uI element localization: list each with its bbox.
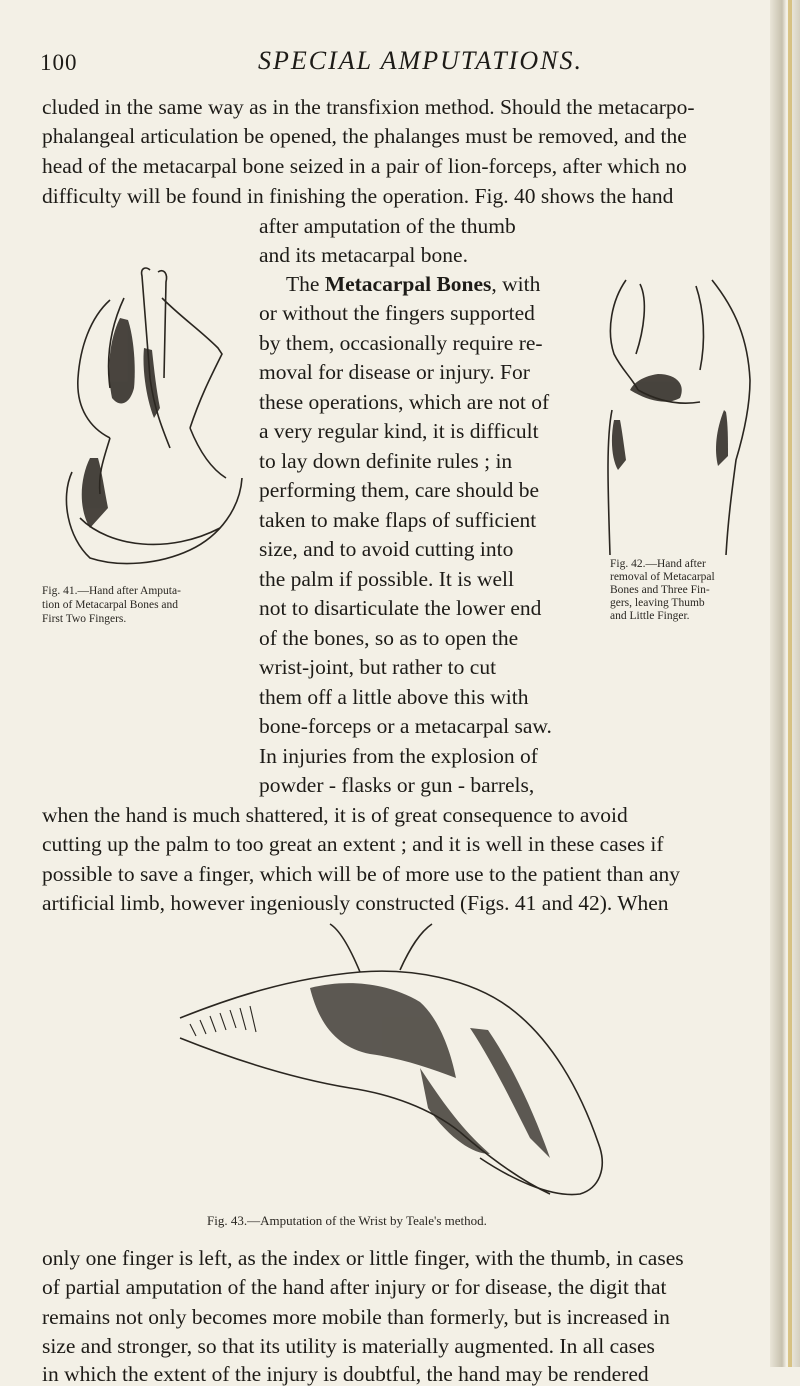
text-line: taken to make flaps of sufficient	[259, 508, 537, 532]
running-head: SPECIAL AMPUTATIONS.	[258, 46, 584, 75]
text-line: to lay down definite rules ; in	[259, 449, 513, 473]
text-line: them off a little above this with	[259, 685, 529, 709]
text-line: when the hand is much shattered, it is of great consequence to avoid	[42, 803, 628, 827]
fig41-caption-line: tion of Metacarpal Bones and	[42, 599, 179, 611]
text-line: only one finger is left, as the index or little finger, with the thumb, in cases	[42, 1246, 684, 1270]
paragraph-lead-line: The Metacarpal Bones, with	[286, 272, 541, 296]
text-line: bone-forceps or a metacarpal saw.	[259, 714, 552, 738]
text-line: phalangeal articulation be opened, the phalanges must be removed, and the	[42, 124, 687, 148]
text-line: moval for disease or injury. For	[259, 360, 530, 384]
text-line: or without the fingers supported	[259, 301, 535, 325]
text-line: not to disarticulate the lower end	[259, 596, 542, 620]
text-line: a very regular kind, it is difficult	[259, 419, 539, 443]
text-line: remains not only becomes more mobile than formerly, but is increased in	[42, 1305, 670, 1329]
text-line: in which the extent of the injury is doubtful, the hand may be rendered	[42, 1362, 649, 1386]
fig42-caption-line: gers, leaving Thumb	[610, 597, 705, 609]
fig41-caption-line: First Two Fingers.	[42, 613, 127, 625]
text-line: of partial amputation of the hand after injury or for disease, the digit that	[42, 1275, 667, 1299]
text-line: the palm if possible. It is well	[259, 567, 514, 591]
fig42-caption-line: Fig. 42.—Hand after	[610, 558, 706, 570]
text-line: powder - flasks or gun - barrels,	[259, 773, 535, 797]
page-number: 100	[40, 50, 78, 75]
text-line: by them, occasionally require re-	[259, 331, 543, 355]
text-line: size and stronger, so that its utility is materially augmented. In all cases	[42, 1334, 655, 1358]
text-line: head of the metacarpal bone seized in a pair of lion-forceps, after which no	[42, 154, 687, 178]
text-line: performing them, care should be	[259, 478, 540, 502]
text-line: In injuries from the explosion of	[259, 744, 538, 768]
fig42-caption-line: and Little Finger.	[610, 610, 690, 622]
fig42-caption-line: removal of Metacarpal	[610, 571, 715, 583]
text-line: these operations, which are not of	[259, 390, 550, 414]
fig43-caption: Fig. 43.—Amputation of the Wrist by Teale's method.	[207, 1213, 487, 1228]
page-edge	[770, 0, 800, 1367]
text-line: size, and to avoid cutting into	[259, 537, 514, 561]
metacarpal-bones-heading: Metacarpal Bones	[324, 272, 492, 296]
text-line: after amputation of the thumb	[259, 214, 516, 238]
text-line: of the bones, so as to open the	[259, 626, 519, 650]
text-line: cutting up the palm to too great an extent ; and it is well in these cases if	[42, 832, 664, 856]
text-line: difficulty will be found in finishing the operation. Fig. 40 shows the hand	[42, 184, 674, 208]
text-line: cluded in the same way as in the transfixion method. Should the metacarpo-	[42, 95, 695, 119]
fig43-wrist-amputation-illustration	[170, 918, 620, 1206]
fig41-caption-line: Fig. 41.—Hand after Amputa-	[42, 585, 181, 597]
text-line: wrist-joint, but rather to cut	[259, 655, 497, 679]
text-line: artificial limb, however ingeniously constructed (Figs. 41 and 42). When	[42, 891, 669, 915]
fig42-hand-illustration	[596, 270, 762, 560]
page-edge-gilt	[788, 0, 792, 1367]
text-line: and its metacarpal bone.	[259, 243, 468, 267]
fig41-hand-illustration	[50, 258, 250, 574]
text-line: possible to save a finger, which will be of more use to the patient than any	[42, 862, 680, 886]
fig42-caption-line: Bones and Three Fin-	[610, 584, 710, 596]
